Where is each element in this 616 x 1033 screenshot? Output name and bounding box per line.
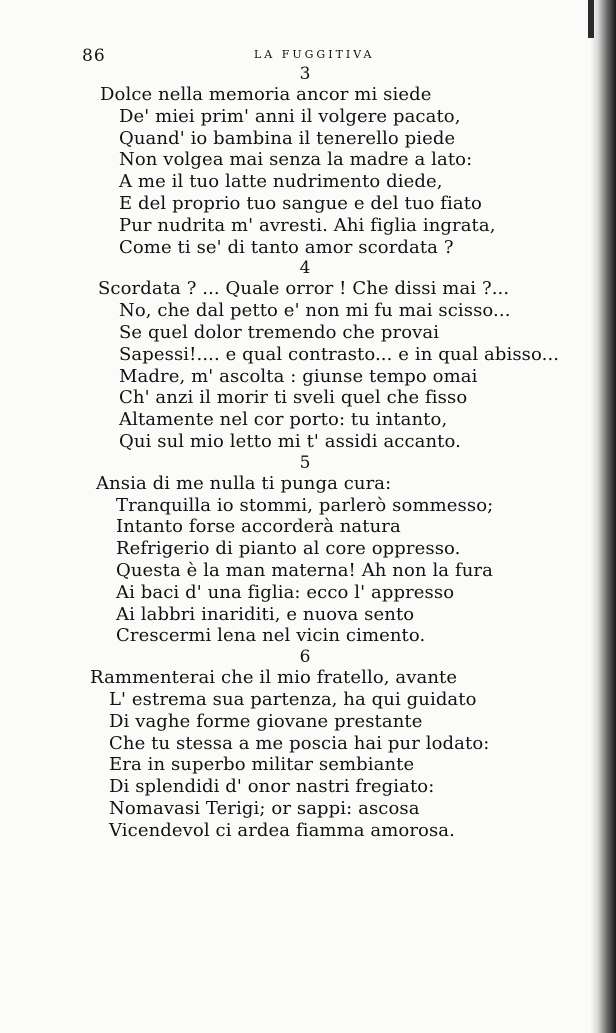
poem xyxy=(0,64,590,842)
verse-line: Ai labbri inariditi, e nuova sento xyxy=(116,603,415,625)
verse-line: Come ti se' di tanto amor scordata ? xyxy=(119,236,454,258)
stanza-5 xyxy=(0,453,590,647)
verse-line: Refrigerio di pianto al core oppresso. xyxy=(116,538,461,560)
verse-line: Vicendevol ci ardea fiamma amorosa. xyxy=(109,819,455,841)
scanned-page-edge xyxy=(590,0,616,1033)
verse-line: Rammenterai che il mio fratello, avante xyxy=(90,667,458,689)
verse-line: Nomavasi Terigi; or sappi: ascosa xyxy=(109,797,420,819)
verse-line: E del proprio tuo sangue e del tuo fiato xyxy=(119,192,482,214)
verse-line: Non volgea mai senza la madre a lato: xyxy=(119,149,473,171)
verse-line: Dolce nella memoria ancor mi siede xyxy=(100,84,432,105)
stanza-number: 3 xyxy=(299,64,311,84)
verse-line: Scordata ? ... Quale orror ! Che dissi mai ?... xyxy=(98,278,510,300)
verse-line: A me il tuo latte nudrimento diede, xyxy=(119,171,443,193)
verse-line: No, che dal petto e' non mi fu mai scisso... xyxy=(119,300,511,322)
verse-line: Qui sul mio letto mi t' assidi accanto. xyxy=(119,430,461,452)
stanza-3 xyxy=(0,64,590,258)
verse-line: Altamente nel cor porto: tu intanto, xyxy=(119,409,448,431)
verse-line: Tranquilla io stommi, parlerò sommesso; xyxy=(116,494,494,516)
page-header xyxy=(0,46,616,66)
verse-line: Che tu stessa a me poscia hai pur lodato: xyxy=(109,732,490,754)
verse-line: Di splendidi d' onor nastri fregiato: xyxy=(109,776,435,798)
verse-line: Crescermi lena nel vicin cimento. xyxy=(116,625,426,647)
verse-line: Quand' io bambina il tenerello piede xyxy=(119,127,456,149)
stanza-6 xyxy=(0,647,590,841)
page-number: 86 xyxy=(82,46,106,66)
verse-line: Intanto forse accorderà natura xyxy=(116,516,401,538)
verse-line: Ch' anzi il morir ti sveli quel che fisso xyxy=(119,387,468,409)
verse-line: Ai baci d' una figlia: ecco l' appresso xyxy=(116,581,455,603)
scanned-page-edge-mark xyxy=(588,0,594,38)
verse-line: Ansia di me nulla ti punga cura: xyxy=(96,472,392,494)
stanza-4 xyxy=(0,258,590,452)
stanza-number: 4 xyxy=(299,258,311,279)
verse-line: L' estrema sua partenza, ha qui guidato xyxy=(109,688,477,710)
verse-line: Sapessi!.... e qual contrasto... e in qual abisso... xyxy=(119,343,560,365)
running-title: LA FUGGITIVA xyxy=(254,48,375,61)
verse-line: Se quel dolor tremendo che provai xyxy=(119,321,440,343)
stanza-number: 5 xyxy=(299,452,311,473)
stanza-number: 6 xyxy=(299,647,311,668)
verse-line: Era in superbo militar sembiante xyxy=(109,754,415,776)
verse-line: Pur nudrita m' avresti. Ahi figlia ingrata, xyxy=(119,214,496,236)
verse-line: Questa è la man materna! Ah non la fura xyxy=(116,559,493,581)
verse-line: Madre, m' ascolta : giunse tempo omai xyxy=(119,365,478,387)
verse-line: De' miei prim' anni il volgere pacato, xyxy=(119,105,461,127)
verse-line: Di vaghe forme giovane prestante xyxy=(109,710,423,732)
